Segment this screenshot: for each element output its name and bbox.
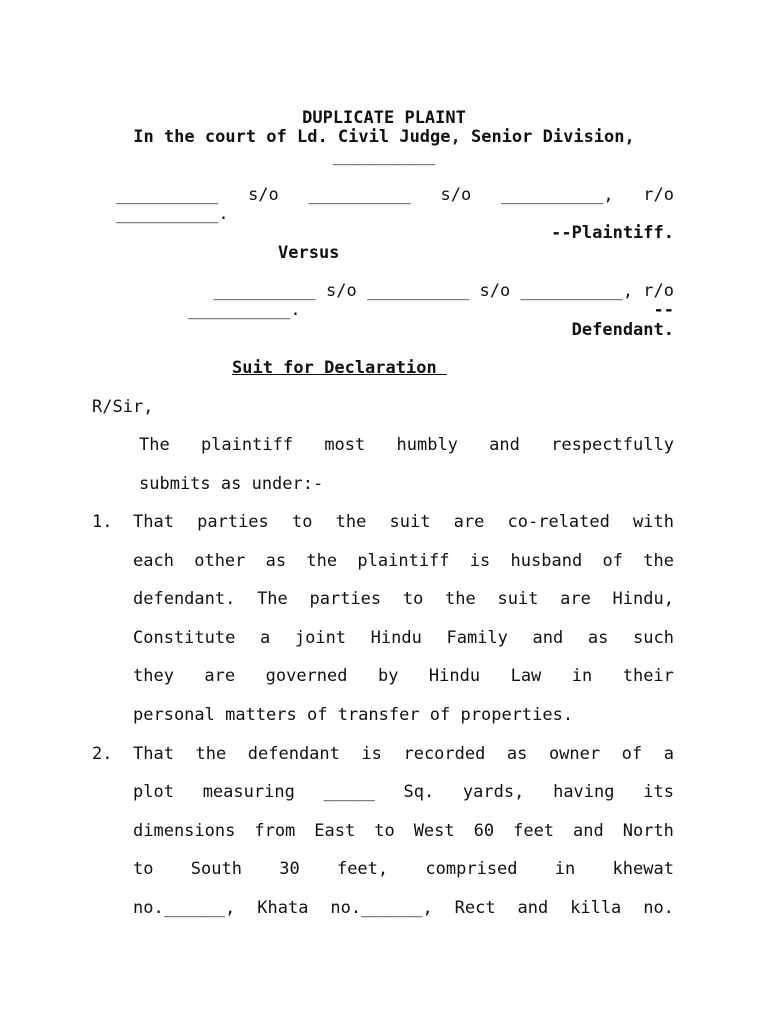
intro-word: and xyxy=(489,435,520,455)
intro-word: plaintiff xyxy=(200,435,294,455)
paragraph-word: comprised xyxy=(425,859,518,879)
paragraph-line xyxy=(133,628,674,648)
paragraph-word: in xyxy=(554,859,576,879)
paragraph-word: feet, xyxy=(336,859,389,879)
paragraph-word: as xyxy=(265,551,287,571)
paragraph-line xyxy=(133,744,674,764)
plaintiff-word: __________ xyxy=(116,185,219,205)
paragraph-word: no.______, xyxy=(330,898,433,918)
paragraph-word: the xyxy=(195,744,227,764)
paragraph-word: its xyxy=(643,782,674,802)
intro-line-2: submits as under:- xyxy=(139,474,324,494)
paragraph-word: Sq. xyxy=(403,782,435,802)
paragraph-word: Hindu xyxy=(370,628,422,648)
paragraph-word: co-related xyxy=(507,512,610,532)
paragraph-word: feet xyxy=(513,821,555,841)
court-line: In the court of Ld. Civil Judge, Senior Division, xyxy=(133,127,635,147)
paragraph-word: measuring xyxy=(202,782,295,802)
defendant-role: Defendant. xyxy=(571,320,674,340)
versus-label: Versus xyxy=(278,243,340,263)
document-title: DUPLICATE PLAINT xyxy=(302,108,466,128)
paragraph-word: Hindu, xyxy=(612,589,674,609)
paragraph-word: to xyxy=(374,821,395,841)
paragraph-word: joint xyxy=(294,628,347,648)
paragraph-word: the xyxy=(306,551,338,571)
paragraph-word: the xyxy=(335,512,367,532)
paragraph-line xyxy=(133,821,674,841)
intro-word: humbly xyxy=(396,435,458,455)
paragraph-word: 30 xyxy=(279,859,300,879)
paragraph-word: Rect xyxy=(454,898,496,918)
paragraph-word: killa xyxy=(570,898,622,918)
paragraph-line: personal matters of transfer of properties. xyxy=(133,705,574,725)
paragraph-word: The xyxy=(257,589,288,609)
paragraph-number: 2. xyxy=(92,744,113,764)
paragraph-word: Family xyxy=(446,628,508,648)
paragraph-word: their xyxy=(622,666,674,686)
paragraph-word: and xyxy=(573,821,604,841)
paragraph-word: husband xyxy=(510,551,583,571)
paragraph-word: plaintiff xyxy=(357,551,450,571)
paragraph-word: North xyxy=(622,821,674,841)
paragraph-word: West xyxy=(413,821,455,841)
defendant-line-1: __________ s/o __________ s/o __________, r/o xyxy=(213,281,674,301)
paragraph-word: with xyxy=(633,512,674,532)
intro-word: The xyxy=(139,435,170,455)
paragraph-word: are xyxy=(560,589,591,609)
paragraph-word: governed xyxy=(265,666,348,686)
paragraph-word: are xyxy=(453,512,485,532)
paragraph-word: they xyxy=(133,666,174,686)
paragraph-word: Law xyxy=(510,666,542,686)
paragraph-word: Khata xyxy=(257,898,309,918)
paragraph-number: 1. xyxy=(92,512,113,532)
paragraph-word: in xyxy=(571,666,593,686)
paragraph-word: That xyxy=(133,744,174,764)
paragraph-word: are xyxy=(204,666,236,686)
intro-line-1 xyxy=(139,435,674,455)
paragraph-word: and xyxy=(532,628,564,648)
paragraph-word: That xyxy=(133,512,174,532)
paragraph-line xyxy=(133,551,674,571)
paragraph-word: no.______, xyxy=(133,898,236,918)
defendant-dashes: -- xyxy=(653,300,674,320)
paragraph-word: each xyxy=(133,551,174,571)
paragraph-word: is xyxy=(469,551,491,571)
paragraph-word: dimensions xyxy=(133,821,236,841)
paragraph-word: having xyxy=(553,782,615,802)
paragraph-word: the xyxy=(643,551,674,571)
paragraph-word: defendant xyxy=(247,744,340,764)
paragraph-word: a xyxy=(259,628,271,648)
paragraph-word: East xyxy=(314,821,356,841)
paragraph-word: plot xyxy=(133,782,174,802)
plaintiff-word: s/o xyxy=(440,185,472,205)
paragraph-word: suit xyxy=(389,512,431,532)
paragraph-word: _____ xyxy=(323,782,375,802)
paragraph-word: parties xyxy=(309,589,382,609)
plaintiff-word: s/o xyxy=(248,185,279,205)
paragraph-line xyxy=(133,512,674,532)
paragraph-line xyxy=(133,666,674,686)
paragraph-word: South xyxy=(190,859,242,879)
paragraph-word: parties xyxy=(197,512,269,532)
defendant-line-2: __________. xyxy=(188,300,301,320)
paragraph-word: yards, xyxy=(462,782,525,802)
paragraph-word: is xyxy=(361,744,382,764)
paragraph-word: and xyxy=(517,898,549,918)
court-blank: __________ xyxy=(332,146,436,166)
paragraph-word: 60 xyxy=(473,821,495,841)
paragraph-word: as xyxy=(587,628,609,648)
paragraph-word: Hindu xyxy=(428,666,481,686)
paragraph-word: by xyxy=(377,666,399,686)
paragraph-word: as xyxy=(506,744,528,764)
paragraph-word: defendant. xyxy=(133,589,236,609)
paragraph-word: of xyxy=(602,551,623,571)
plaintiff-word: __________, xyxy=(500,185,614,205)
paragraph-word: Constitute xyxy=(133,628,236,648)
suit-title: Suit for Declaration xyxy=(232,358,447,378)
paragraph-word: of xyxy=(621,744,643,764)
paragraph-word: other xyxy=(194,551,246,571)
plaintiff-word: __________ xyxy=(308,185,411,205)
plaintiff-word: r/o xyxy=(643,185,674,205)
paragraph-line xyxy=(133,782,674,802)
plaintiff-line-2: __________. xyxy=(116,204,229,224)
paragraph-line xyxy=(133,898,674,918)
paragraph-line xyxy=(133,859,674,879)
paragraph-word: to xyxy=(402,589,424,609)
plaintiff-role: --Plaintiff. xyxy=(551,223,674,243)
paragraph-word: suit xyxy=(497,589,539,609)
paragraph-word: to xyxy=(291,512,313,532)
intro-word: most xyxy=(324,435,366,455)
paragraph-word: the xyxy=(445,589,476,609)
paragraph-word: from xyxy=(254,821,296,841)
paragraph-word: to xyxy=(133,859,154,879)
paragraph-word: owner xyxy=(548,744,601,764)
paragraph-word: no. xyxy=(643,898,674,918)
paragraph-line xyxy=(133,589,674,609)
intro-word: respectfully xyxy=(551,435,674,455)
paragraph-word: such xyxy=(632,628,674,648)
paragraph-word: khewat xyxy=(612,859,674,879)
plaintiff-line-1 xyxy=(116,185,674,205)
paragraph-word: recorded xyxy=(403,744,486,764)
paragraph-word: a xyxy=(663,744,674,764)
salutation: R/Sir, xyxy=(92,397,154,417)
